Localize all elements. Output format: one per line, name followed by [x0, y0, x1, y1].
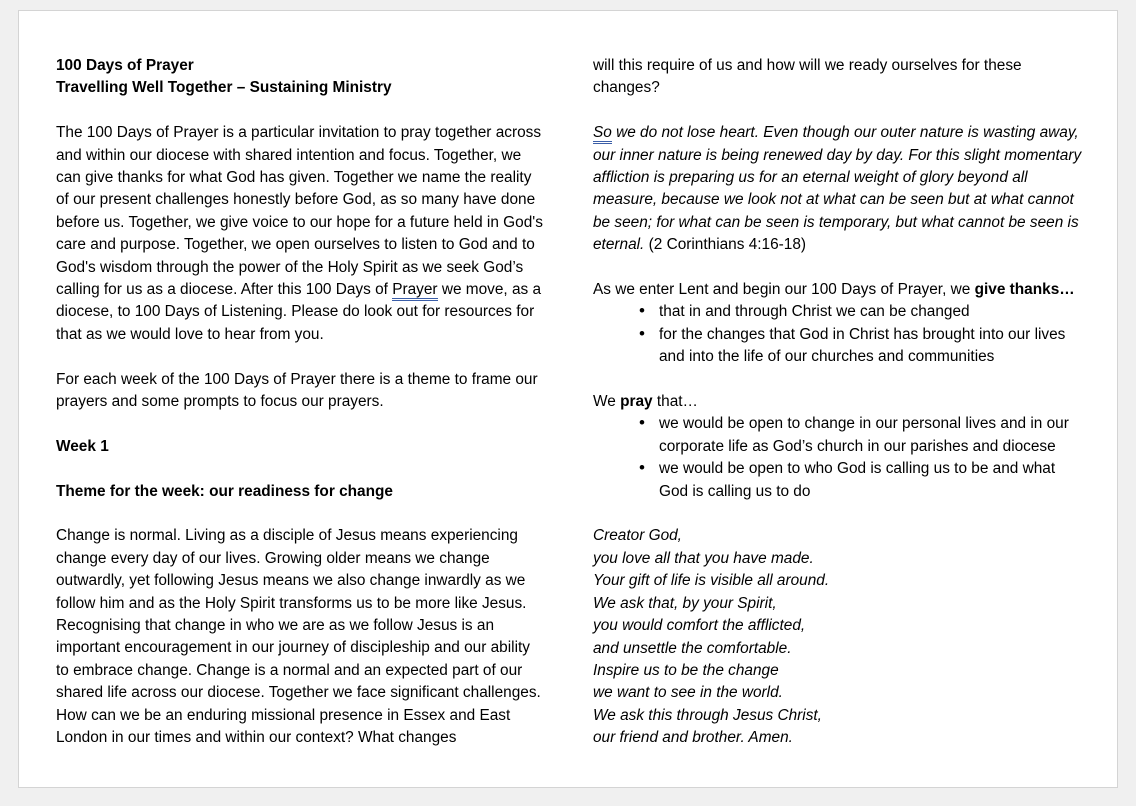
closing-prayer-line: and unsettle the comfortable. [593, 639, 792, 657]
spacer [593, 503, 1085, 525]
document-title-line-2: Travelling Well Together – Sustaining Ministry [56, 79, 392, 97]
closing-prayer-line: Your gift of life is visible all around. [593, 572, 830, 590]
spacer [56, 458, 546, 480]
closing-prayer-line: We ask this through Jesus Christ, [593, 706, 822, 724]
theme-intro-paragraph: For each week of the 100 Days of Prayer there is a theme to frame our prayers and some prompts to focus our prayers. [56, 370, 538, 411]
pray-lead-in-text-before: We [593, 393, 621, 411]
closing-prayer [593, 525, 1085, 749]
grammar-flagged-word-so[interactable]: So [593, 124, 612, 144]
change-paragraph: Change is normal. Living as a disciple of Jesus means experiencing change every day of our lives. Growing older means we change outwardly, yet following Jesus means we also change inwardly as we follow him and as the Holy Spirit transforms us to be more like Jesus. Recognising that change in who we are as we follow Jesus is an important encouragement in our journey of discipleship and our ability to embrace change. Change is a normal and an expected part of our shared life across our diocese. Together we face significant challenges. How can we be an enduring missional presence in Essex and East London in our times and within our context? What changes [56, 527, 541, 747]
closing-prayer-line: Creator God, [593, 527, 682, 545]
right-column [593, 55, 1085, 750]
scripture-quote-text: we do not lose heart. Even though our outer nature is wasting away, our inner nature is being renewed day by day. For this slight momentary affliction is preparing us for an eternal weight of glory beyond all measure, because we look not at what can be seen but at what cannot be seen; for what can be seen is temporary, but what cannot be seen is eternal. [593, 124, 1082, 254]
give-thanks-bullet-list [593, 301, 1085, 368]
week-heading: Week 1 [56, 437, 109, 455]
closing-prayer-line: Inspire us to be the change [593, 661, 779, 679]
closing-prayer-line: you would comfort the afflicted, [593, 617, 806, 635]
document-title-line-1: 100 Days of Prayer [56, 57, 194, 74]
spacer [593, 369, 1085, 391]
closing-prayer-line: We ask that, by your Spirit, [593, 594, 777, 612]
document-page [18, 10, 1118, 788]
left-column [56, 55, 546, 750]
pray-lead-in-text-after: that… [652, 393, 698, 411]
intro-paragraph-text-before: The 100 Days of Prayer is a particular invitation to pray together across and within our diocese with shared intention and focus. Together, we can give thanks for what God has given. Together we name the reality of our present challenges honestly before God, as so many have done before us. Together, we give voice to our hope for a future held in God's care and purpose. Together, we open ourselves to listen to God and to God's wisdom through the power of the Holy Spirit as we seek God’s calling for us as a diocese. After this 100 Days of [56, 124, 543, 299]
pray-emphasis: pray [620, 393, 653, 411]
spacer [56, 503, 546, 525]
give-thanks-lead-in-text: As we enter Lent and begin our 100 Days of Prayer, we [593, 281, 975, 299]
pray-lead-in [593, 391, 1085, 413]
spacer [593, 100, 1085, 122]
spacer [56, 346, 546, 368]
spacer [593, 257, 1085, 279]
theme-heading: Theme for the week: our readiness for change [56, 482, 393, 500]
closing-prayer-line: you love all that you have made. [593, 549, 814, 567]
intro-paragraph-text-after: we move, as a diocese, to 100 Days of Listening. Please do look out for resources for that as we would love to hear from you. [56, 281, 542, 343]
pray-bullet-list [593, 413, 1085, 503]
intro-paragraph [56, 122, 546, 346]
closing-prayer-line: we want to see in the world. [593, 684, 783, 702]
list-item: • for the changes that God in Christ has brought into our lives and into the life of our churches and communities [593, 324, 1085, 369]
spacer [56, 413, 546, 435]
scripture-reference: (2 Corinthians 4:16-18) [644, 236, 807, 254]
list-item: • we would be open to change in our personal lives and in our corporate life as God’s church in our parishes and diocese [593, 413, 1085, 458]
give-thanks-emphasis: give thanks… [974, 281, 1075, 299]
spacer [56, 100, 546, 122]
change-paragraph-continued: will this require of us and how will we ready ourselves for these changes? [593, 57, 1022, 97]
list-item: • we would be open to who God is calling us to be and what God is calling us to do [593, 458, 1085, 503]
closing-prayer-line: our friend and brother. Amen. [593, 729, 793, 747]
scripture-quote-paragraph [593, 122, 1085, 256]
list-item: • that in and through Christ we can be changed [593, 301, 1085, 323]
grammar-flagged-word-prayer[interactable]: Prayer [392, 281, 437, 301]
give-thanks-lead-in [593, 279, 1085, 301]
